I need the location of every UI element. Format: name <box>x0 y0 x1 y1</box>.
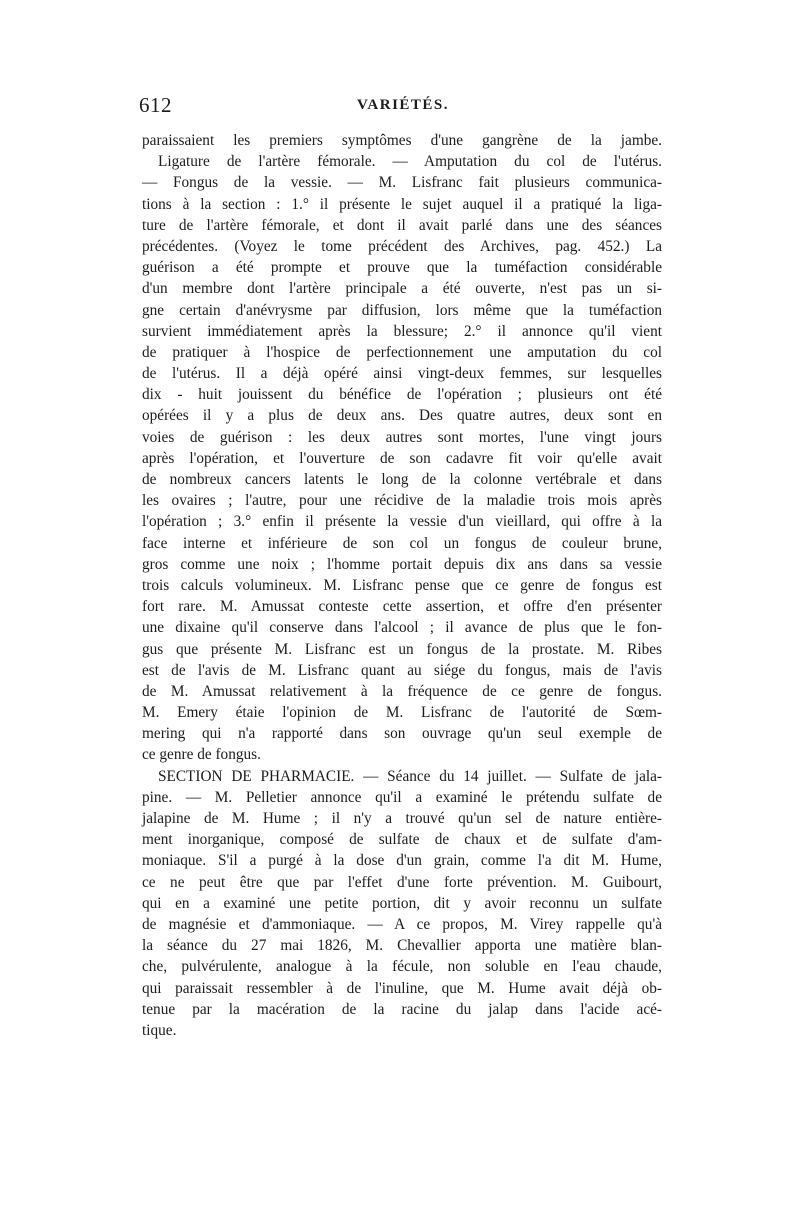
body-text <box>142 130 662 1041</box>
text-line: — Fongus de la vessie. — M. Lisfranc fait plusieurs communica- <box>142 174 662 192</box>
text-line: voies de guérison : les deux autres sont mortes, l'une vingt jours <box>142 428 662 446</box>
text-line: trois calculs volumineux. M. Lisfranc pense que ce genre de fongus est <box>142 576 662 594</box>
text-line: précédentes. (Voyez le tome précédent des Archives, pag. 452.) La <box>142 237 662 255</box>
text-line: guérison a été prompte et prouve que la tuméfaction considérable <box>142 259 662 277</box>
text-line: ture de l'artère fémorale, et dont il avait parlé dans une des séances <box>142 216 662 234</box>
text-line: jalapine de M. Hume ; il n'y a trouvé qu'un sel de nature entière- <box>142 810 662 827</box>
text-line: opérées il y a plus de deux ans. Des quatre autres, deux sont en <box>142 407 662 425</box>
page-number: 612 <box>139 93 172 117</box>
text-line: de pratiquer à l'hospice de perfectionnement une amputation du col <box>142 343 662 361</box>
text-line: gus que présente M. Lisfranc est un fongus de la prostate. M. Ribes <box>142 640 662 658</box>
text-line: paraissaient les premiers symptômes d'une gangrène de la jambe. <box>142 132 662 149</box>
text-line: tions à la section : 1.° il présente le sujet auquel il a pratiqué la liga- <box>142 195 662 213</box>
text-line: ment inorganique, composé de sulfate de chaux et de sulfate d'am- <box>142 831 662 849</box>
text-line: pine. — M. Pelletier annonce qu'il a examiné le prétendu sulfate de <box>142 788 662 806</box>
text-line: l'opération ; 3.° enfin il présente la vessie d'un vieillard, qui offre à la <box>142 513 662 531</box>
text-line: tique. <box>142 1021 177 1039</box>
text-line: d'un membre dont l'artère principale a été ouverte, n'est pas un si- <box>142 280 662 298</box>
text-line: survient immédiatement après la blessure; 2.° il annonce qu'il vient <box>142 322 662 340</box>
text-line: est de l'avis de M. Lisfranc quant au siége du fongus, mais de l'avis <box>142 661 662 679</box>
text-line: dix - huit jouissent du bénéfice de l'opération ; plusieurs ont été <box>142 386 662 404</box>
text-line: de l'utérus. Il a déjà opéré ainsi vingt-deux femmes, sur lesquelles <box>142 365 662 383</box>
text-line: qui en a examiné une petite portion, dit y avoir reconnu un sulfate <box>142 894 662 912</box>
text-line: mering qui n'a rapporté dans son ouvrage qu'un seul exemple de <box>142 725 662 743</box>
text-line: SECTION DE PHARMACIE. — Séance du 14 juillet. — Sulfate de jala- <box>158 767 662 785</box>
text-line: fort rare. M. Amussat conteste cette assertion, et offre d'en présenter <box>142 598 662 616</box>
text-line: ce genre de fongus. <box>142 746 261 764</box>
text-line: moniaque. S'il a purgé à la dose d'un grain, comme l'a dit M. Hume, <box>142 852 662 870</box>
text-line: les ovaires ; l'autre, pour une récidive de la maladie trois mois après <box>142 492 662 510</box>
running-head: VARIÉTÉS. <box>357 97 450 113</box>
text-line: de magnésie et d'ammoniaque. — A ce propos, M. Virey rappelle qu'à <box>142 915 662 933</box>
text-line: une dixaine qu'il conserve dans l'alcool ; il avance de plus que le fon- <box>142 619 662 637</box>
text-line: Ligature de l'artère fémorale. — Amputation du col de l'utérus. <box>158 153 662 171</box>
text-line: de nombreux cancers latents le long de la colonne vertébrale et dans <box>142 471 662 488</box>
text-line: M. Emery étaie l'opinion de M. Lisfranc de l'autorité de Sœm- <box>142 704 662 722</box>
text-line: la séance du 27 mai 1826, M. Chevallier apporta une matière blan- <box>142 937 662 955</box>
text-line: gros comme une noix ; l'homme portait depuis dix ans dans sa vessie <box>142 555 662 573</box>
text-line: tenue par la macération de la racine du jalap dans l'acide acé- <box>142 1000 662 1018</box>
text-line: de M. Amussat relativement à la fréquence de ce genre de fongus. <box>142 682 662 700</box>
page-header <box>139 93 667 129</box>
text-line: après l'opération, et l'ouverture de son cadavre fit voir qu'elle avait <box>142 449 662 467</box>
text-line: gne certain d'anévrysme par diffusion, lors même que la tuméfaction <box>142 301 662 319</box>
text-line: ce ne peut être que par l'effet d'une forte prévention. M. Guibourt, <box>142 873 662 891</box>
text-line: face interne et inférieure de son col un fongus de couleur brune, <box>142 534 662 552</box>
text-line: che, pulvérulente, analogue à la fécule, non soluble en l'eau chaude, <box>142 958 662 976</box>
text-line: qui paraissait ressembler à de l'inuline, que M. Hume avait déjà ob- <box>142 979 662 997</box>
